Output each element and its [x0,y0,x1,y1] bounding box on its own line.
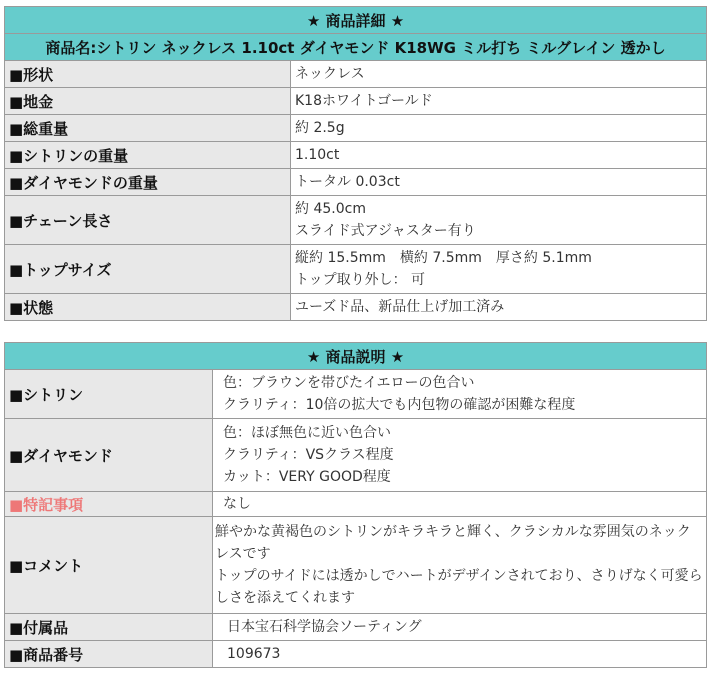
comment-paragraph: 鮮やかな黄褐色のシトリンがキラキラと輝く、クラシカルな雰囲気のネックレスです [215,524,691,562]
value-line: スライド式アジャスター有り [295,223,476,239]
detail-label: ■地金 [5,88,291,115]
desc-label: ■特記事項 [5,492,213,517]
product-description-table [4,342,707,668]
desc-label: ■ダイヤモンド [5,419,213,492]
desc-row-diamond [5,419,707,492]
detail-label: ■チェーン長さ [5,196,291,245]
detail-row-diamond-weight [5,169,707,196]
desc-row-comment [5,517,707,614]
detail-value: 約 2.5g [291,115,707,142]
value-line: 色：ブラウンを帯びたイエローの色合い [223,375,475,391]
desc-value: 109673 [213,641,707,668]
detail-row-shape [5,61,707,88]
comment-paragraph: トップのサイドには透かしでハートがデザインされており、さりげなく可愛らしさを添えてくれます [215,568,703,606]
desc-row-accessories [5,614,707,641]
desc-label: ■コメント [5,517,213,614]
desc-row-special-notes [5,492,707,517]
value-line: 約 45.0cm [295,201,366,217]
detail-value [291,196,707,245]
detail-value: トータル 0.03ct [291,169,707,196]
desc-value: なし [213,492,707,517]
product-name: 商品名:シトリン ネックレス 1.10ct ダイヤモンド K18WG ミル打ち ミルグレイン 透かし [5,34,707,61]
desc-value [213,517,707,614]
value-line: カット：VERY GOOD程度 [223,469,391,485]
value-line: トップ取り外し： 可 [295,272,426,288]
desc-value: 日本宝石科学協会ソーティング [213,614,707,641]
value-line: クラリティ：VSクラス程度 [223,447,394,463]
detail-value: ユーズド品、新品仕上げ加工済み [291,294,707,321]
value-line: クラリティ：10倍の拡大でも内包物の確認が困難な程度 [223,397,576,413]
detail-value [291,245,707,294]
detail-label: ■状態 [5,294,291,321]
detail-row-condition [5,294,707,321]
value-line: 縦約 15.5mm 横約 7.5mm 厚さ約 5.1mm [295,250,592,266]
desc-label: ■シトリン [5,370,213,419]
detail-label: ■形状 [5,61,291,88]
description-header: ★ 商品説明 ★ [5,343,707,370]
detail-row-top-size [5,245,707,294]
detail-row-total-weight [5,115,707,142]
detail-label: ■ダイヤモンドの重量 [5,169,291,196]
detail-label: ■シトリンの重量 [5,142,291,169]
desc-row-product-number [5,641,707,668]
product-details-table [4,6,707,321]
detail-row-citrine-weight [5,142,707,169]
detail-value: ネックレス [291,61,707,88]
detail-label: ■トップサイズ [5,245,291,294]
value-line: 色：ほぼ無色に近い色合い [223,425,391,441]
desc-row-citrine [5,370,707,419]
desc-value [213,419,707,492]
detail-row-metal [5,88,707,115]
desc-label: ■付属品 [5,614,213,641]
detail-label: ■総重量 [5,115,291,142]
detail-row-chain-length [5,196,707,245]
desc-label: ■商品番号 [5,641,213,668]
desc-value [213,370,707,419]
detail-value: K18ホワイトゴールド [291,88,707,115]
detail-value: 1.10ct [291,142,707,169]
details-header: ★ 商品詳細 ★ [5,7,707,34]
